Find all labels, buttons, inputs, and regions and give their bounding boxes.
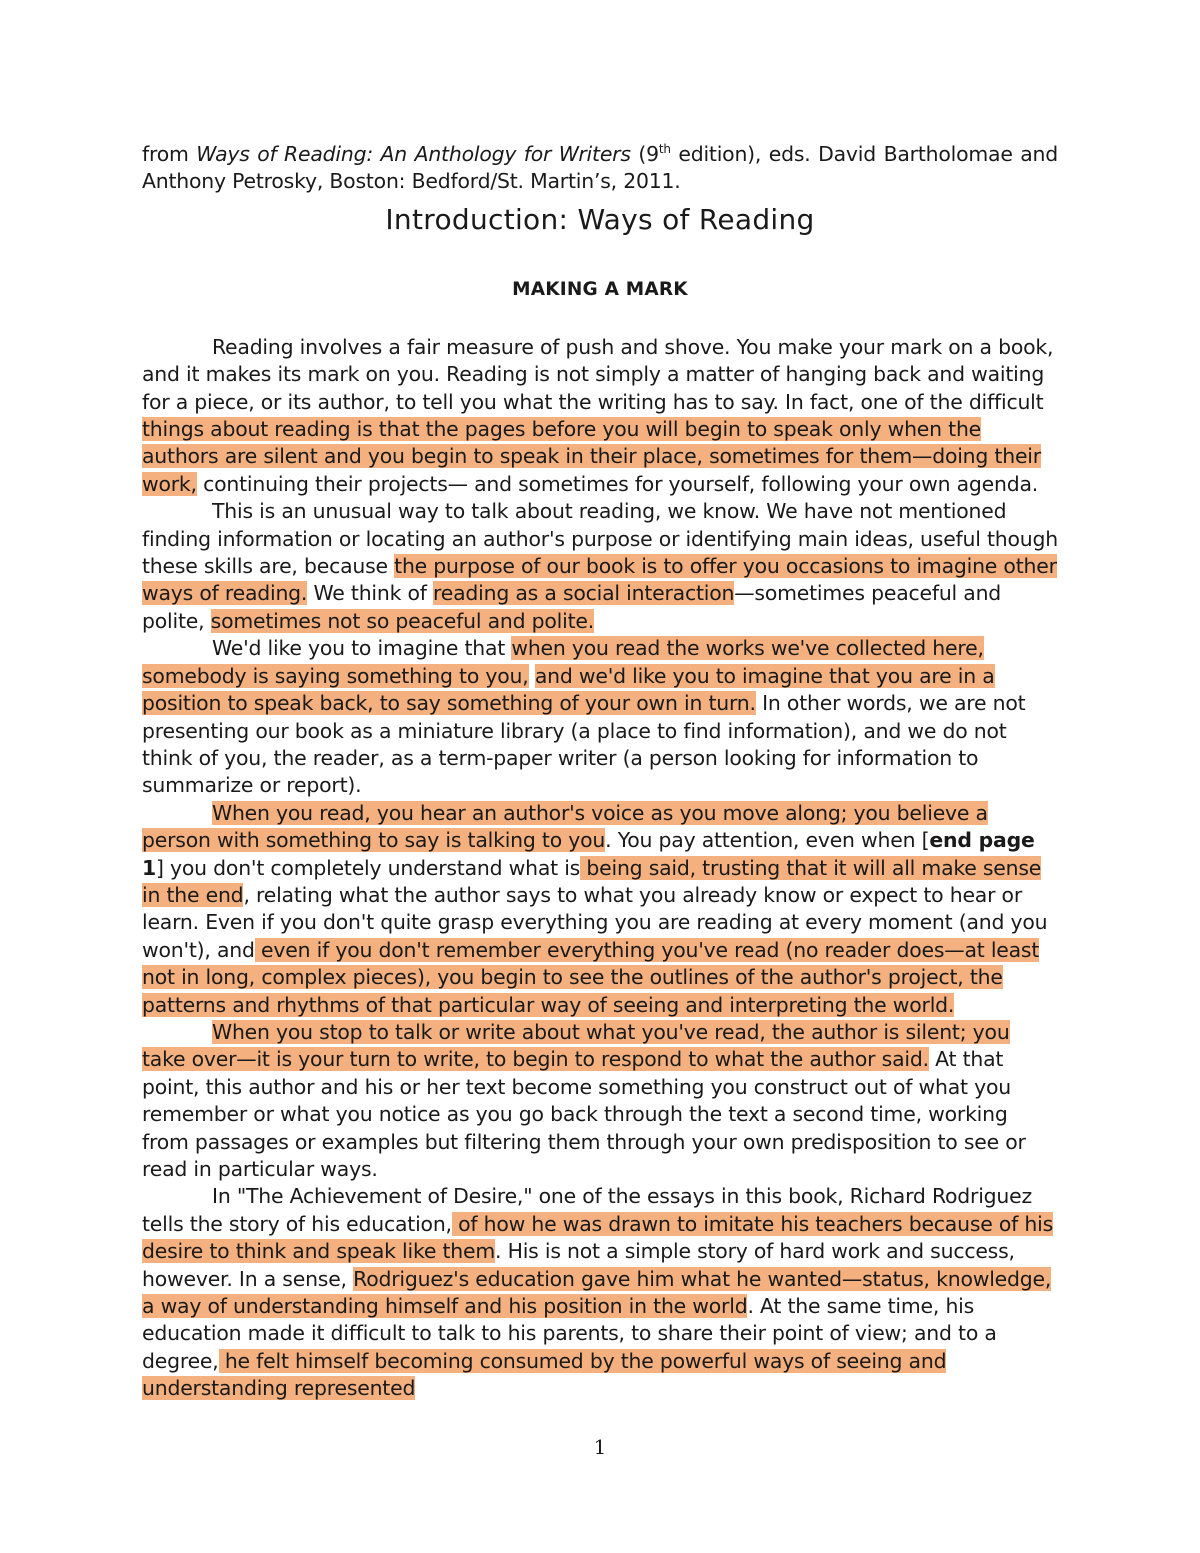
highlighted-text: the purpose of our book is to offer you occasions to imagine other ways of reading. bbox=[142, 554, 1057, 606]
body-text: Reading involves a fair measure of push and shove. You make your mark on a book, and it makes its mark on you. Reading is not simply a matter of hanging back and waiting for a piece, or its author, to tell you what the writing has to say. In fact, one of the difficult bbox=[142, 334, 1054, 414]
citation-text: from bbox=[142, 142, 197, 166]
body-text: In "The Achievement of Desire," one of the essays in this book, Richard Rodriguez tells the story of his education, bbox=[142, 1184, 1032, 1236]
book-title: Ways of Reading: An Anthology for Writers bbox=[196, 142, 631, 166]
body-text: This is an unusual way to talk about reading, we know. We have not mentioned finding information or locating an author's purpose or identifying main ideas, useful though these skills are, because bbox=[142, 499, 1058, 579]
body-text: We'd like you to imagine that bbox=[212, 636, 512, 661]
highlighted-text: sometimes not so peaceful and polite. bbox=[210, 608, 594, 633]
highlighted-text: and we'd like you to imagine that you are in a position to speak back, to say something of your own in turn. bbox=[142, 663, 995, 716]
highlighted-text: when you read the works we've collected here, somebody is saying something to you, bbox=[142, 636, 984, 688]
citation-superscript: th bbox=[658, 142, 671, 157]
highlighted-text: things about reading is that the pages before you will begin to speak only when the authors are silent and you begin to speak in their place, sometimes for them—doing their work, bbox=[142, 417, 1041, 496]
paragraph-6 bbox=[142, 1183, 1058, 1402]
highlighted-text: being said, trusting that it will all make sense in the end bbox=[142, 855, 1042, 907]
citation-text: edition), eds. David Bartholomae and Anthony Petrosky, Boston: Bedford/St. Martin’s, 2011. bbox=[142, 142, 1058, 194]
body-text: , relating what the author says to what you already know or expect to hear or learn. Even if you don't quite grasp everything you are reading at every moment (and you won't), and bbox=[142, 882, 1048, 962]
source-citation bbox=[142, 141, 1058, 196]
body-text: continuing their projects— and sometimes for yourself, following your own agenda. bbox=[196, 471, 1039, 496]
paragraph-3 bbox=[142, 635, 1058, 799]
highlighted-text: When you read, you hear an author's voice as you move along; you believe a person with something to say is talking to you bbox=[142, 800, 988, 853]
body-text: In other words, we are not presenting our book as a miniature library (a place to find information), and we do not think of you, the reader, as a term-paper writer (a person looking for information to summarize or report). bbox=[142, 691, 1026, 798]
body-text: At that point, this author and his or her text become something you construct out of what you remember or what you notice as you go back through the text a second time, working from passages or examples but filtering them through your own predisposition to see or read in particular ways. bbox=[142, 1047, 1026, 1181]
highlighted-text: even if you don't remember everything you've read (no reader does—at least not in long, complex pieces), you begin to see the outlines of the author's project, the patterns and rhythms of that particular way of seeing and interpreting the world. bbox=[142, 937, 1040, 1017]
body-text: . At the same time, his education made it difficult to talk to his parents, to share their point of view; and to a degree, bbox=[142, 1294, 997, 1373]
page-content bbox=[142, 141, 1058, 1403]
body-text: —sometimes peaceful and polite, bbox=[142, 581, 1002, 633]
section-heading: MAKING A MARK bbox=[512, 278, 688, 300]
citation-text: (9 bbox=[630, 142, 659, 166]
highlighted-text: When you stop to talk or write about what you've read, the author is silent; you take over—it is your turn to write, to begin to respond to what the author said. bbox=[142, 1019, 1010, 1072]
paragraph-5 bbox=[142, 1019, 1058, 1183]
page-break-marker: end page 1 bbox=[142, 828, 1035, 880]
highlighted-text: he felt himself becoming consumed by the powerful ways of seeing and understanding represented bbox=[142, 1348, 947, 1401]
page-number: 1 bbox=[593, 1435, 607, 1459]
paragraph-1 bbox=[142, 334, 1058, 498]
highlighted-text: Rodriguez's education gave him what he wanted—status, knowledge, a way of understanding himself and his position in the world bbox=[142, 1266, 1052, 1319]
document-title: Introduction: Ways of Reading bbox=[385, 202, 815, 236]
paragraph-2 bbox=[142, 498, 1058, 635]
body-text: . You pay attention, even when [ bbox=[605, 828, 930, 853]
body-text: ] you don't completely understand what is bbox=[156, 855, 581, 880]
highlighted-text: of how he was drawn to imitate his teachers because of his desire to think and speak like them bbox=[142, 1211, 1054, 1264]
body-text: . His is not a simple story of hard work and success, however. In a sense, bbox=[142, 1239, 1015, 1291]
paragraph-4 bbox=[142, 800, 1058, 1019]
body-text: We think of bbox=[307, 581, 434, 606]
highlighted-text: reading as a social interaction bbox=[433, 581, 735, 606]
body-text bbox=[529, 664, 535, 688]
